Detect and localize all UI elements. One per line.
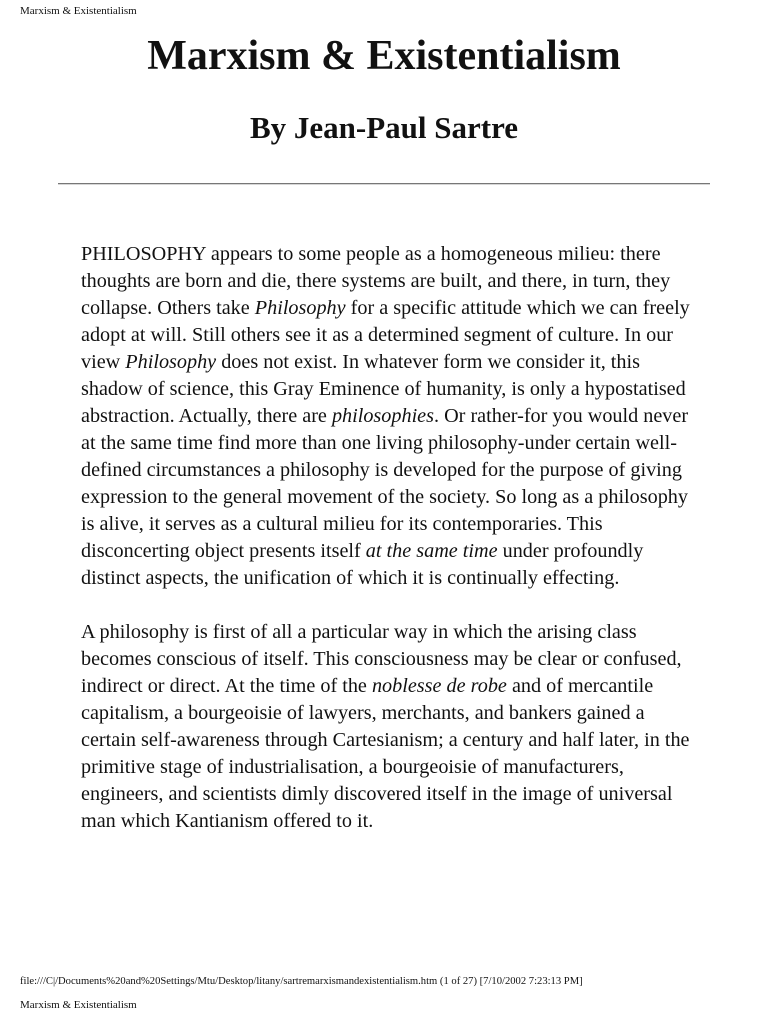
document-author: By Jean-Paul Sartre — [249, 110, 519, 145]
italic-text: Philosophy — [254, 297, 346, 319]
paragraph — [81, 241, 693, 592]
page-source-footer: file:///C|/Documents%20and%20Settings/Mtu/Desktop/litany/sartremarxismandexistentialism.htm (1 of 27) [7/10/2002 7:23:13 PM] — [20, 976, 583, 987]
running-header: Marxism & Existentialism — [20, 5, 137, 17]
article-body — [81, 241, 693, 862]
paragraph-text: under profoundly distinct aspects, the unification of which it is continually effecting. — [81, 540, 644, 589]
paragraph-text: does not exist. In whatever form we consider it, this shadow of science, this Gray Eminence of humanity, is only a hypostatised abstraction. Actually, there are — [81, 351, 686, 427]
paragraph-text: and of mercantile capitalism, a bourgeoisie of lawyers, merchants, and bankers gained a certain self-awareness through Cartesianism; a century and half later, in the primitive stage of industrialisation, a bourgeoisie of manufacturers, engineers, and scientists dimly discovered itself in the image of universal man which Kantianism offered to it. — [81, 675, 690, 832]
horizontal-rule — [58, 183, 710, 185]
italic-text: philosophies — [331, 405, 434, 427]
italic-text: noblesse de robe — [371, 675, 507, 697]
next-page-running-header: Marxism & Existentialism — [20, 999, 137, 1011]
italic-text: at the same time — [365, 540, 498, 562]
paragraph-text: for a specific attitude which we can freely adopt at will. Still others see it as a determined segment of culture. In our view — [81, 297, 690, 373]
document-title: Marxism & Existentialism — [147, 33, 621, 79]
italic-text: Philosophy — [125, 351, 217, 373]
paragraph — [81, 619, 693, 835]
paragraph-text: PHILOSOPHY appears to some people as a homogeneous milieu: there thoughts are born and die, there systems are built, and there, in turn, they collapse. Others take — [81, 243, 671, 319]
paragraph-text: A philosophy is first of all a particular way in which the arising class becomes conscious of itself. This consciousness may be clear or confused, indirect or direct. At the time of the — [81, 621, 682, 697]
paragraph-text: . Or rather-for you would never at the same time find more than one living philosophy-under certain well-defined circumstances a philosophy is developed for the purpose of giving expression to the general movement of the society. So long as a philosophy is alive, it serves as a cultural milieu for its contemporaries. This disconcerting object presents itself — [81, 405, 689, 562]
